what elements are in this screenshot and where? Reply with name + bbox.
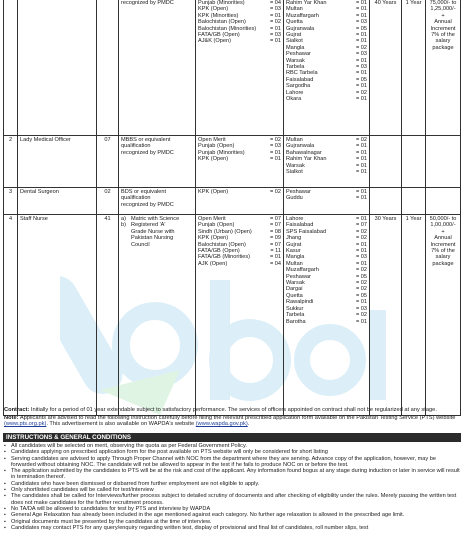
district-count: = 01 xyxy=(355,299,367,306)
pay-line: Increment xyxy=(430,241,456,248)
quota-name: Punjab (Open) xyxy=(198,222,235,229)
quota-count: = 07 xyxy=(269,216,281,222)
district-name: Gujrat xyxy=(286,32,302,39)
district-count: = 01 xyxy=(355,70,367,77)
qualification-line: qualification xyxy=(121,143,151,150)
district-count: = 03 xyxy=(355,305,367,312)
quota-entry xyxy=(198,261,281,267)
district-count: = 01 xyxy=(355,241,367,248)
wapda-website-link[interactable]: (www.wapda.gov.pk) xyxy=(195,421,248,428)
district-count: = 01 xyxy=(355,318,367,325)
district-name: SPS Faisalabad xyxy=(286,228,327,235)
district-count: = 02 xyxy=(355,235,367,242)
district-name: Sukkur xyxy=(286,305,304,312)
district-name: Warsak xyxy=(286,57,305,64)
district-name: Sargodha xyxy=(286,83,311,90)
quota-name: KPK (Open) xyxy=(198,235,229,242)
district-count: = 01 xyxy=(355,260,367,267)
district-name: Peshawar xyxy=(286,273,311,280)
qualification-marker: b) xyxy=(121,222,126,229)
pay-line: + xyxy=(441,12,445,19)
district-count: = 05 xyxy=(355,25,367,32)
instruction-item: ▪ Candidates may contact PTS for any query/enquiry regarding written test, display of provisional and final list of candidates, roll number slips, test xyxy=(3,525,461,531)
pay-line: 50,000/- to xyxy=(429,216,457,222)
instruction-item: ▪ Candidates applying on prescribed application form for the post available on PTS website will only be considered for short listing xyxy=(3,449,461,455)
district-count: = 07 xyxy=(355,222,367,229)
district-name: Peshawar xyxy=(286,51,311,58)
quota-count: = 01 xyxy=(269,25,281,32)
note-text-2: . This advertisement is also available on WAPDA's website xyxy=(46,421,195,428)
instruction-item: ▪ The candidates shall be called for Interviews/further process subject to detailed scrutiny of documents and after checking of eligibility under the rules. Merely passing the written test does not make candidates for the further recruitment process. xyxy=(3,493,461,506)
post-name: Staff Nurse xyxy=(18,215,97,416)
quota-name: AJ&K (Open) xyxy=(198,38,231,45)
quota-name: Open Merit xyxy=(198,216,226,222)
post-name xyxy=(18,0,97,136)
post-count xyxy=(97,0,119,136)
district-name: Mangla xyxy=(286,44,305,51)
quota-count: = 04 xyxy=(269,0,281,6)
district-count: = 01 xyxy=(355,195,367,202)
district-count: = 01 xyxy=(355,143,367,150)
quota-name: AJK (Open) xyxy=(198,260,228,267)
serial-number xyxy=(4,0,18,136)
pay-line: salary xyxy=(435,254,451,261)
instruction-item: ▪ Original documents must be presented by the candidates at the time of interview. xyxy=(3,519,461,525)
post-name: Lady Medical Officer xyxy=(18,136,97,188)
district-name: Gujranwala xyxy=(286,143,315,150)
district-name: Multan xyxy=(286,6,303,13)
note-text-1: Applicants are advised to read the following instruction carefully before filling the relevant prescribed application form available on the Pakistan Testing Service (PTS) website xyxy=(19,414,456,421)
district-name: Lahore xyxy=(286,89,304,96)
district-count: = 01 xyxy=(355,12,367,19)
pay-line: 7% of the xyxy=(431,32,455,39)
district-name: Muzaffargarh xyxy=(286,12,319,19)
age-limit xyxy=(370,136,402,188)
note-label: Note: xyxy=(4,414,19,421)
quota-count: = 09 xyxy=(269,235,281,242)
district-name: Dargai xyxy=(286,286,303,293)
quota-name: KPK (Open) xyxy=(198,156,229,163)
pay-package xyxy=(426,0,461,136)
instruction-item: ▪ Candidates who have been dismissed or disbarred from further employment are not eligible to apply. xyxy=(3,481,461,487)
quota-entry xyxy=(198,38,281,44)
district-count: = 05 xyxy=(355,76,367,83)
quota-cell xyxy=(196,188,284,215)
district-name: Multan xyxy=(286,137,303,143)
serial-number: 2 xyxy=(4,136,18,188)
district-count: = 02 xyxy=(355,89,367,96)
district-name: Lahore xyxy=(286,216,304,222)
quota-count: = 03 xyxy=(269,32,281,39)
experience xyxy=(402,136,426,188)
district-name: Rahim Yar Khan xyxy=(286,0,327,6)
district-count: = 03 xyxy=(355,19,367,26)
qualification-line: BDS or equivalent xyxy=(121,189,167,195)
experience xyxy=(402,188,426,215)
serial-number: 3 xyxy=(4,188,18,215)
quota-count: = 07 xyxy=(269,241,281,248)
pay-line: package xyxy=(432,260,454,267)
quota-cell xyxy=(196,136,284,188)
district-count: = 02 xyxy=(355,280,367,287)
district-count: = 05 xyxy=(355,273,367,280)
district-count: = 03 xyxy=(355,64,367,71)
qualification-line: recognized by PMDC xyxy=(121,0,174,6)
instruction-item: ▪ No TA/DA will be allowed to candidates for test by PTS and interview by WAPDA xyxy=(3,506,461,512)
experience: 1 Year xyxy=(402,215,426,416)
district-cell xyxy=(284,0,370,136)
district-name: RBC Tarbela xyxy=(286,70,318,77)
district-count: = 02 xyxy=(355,228,367,235)
qualification-block xyxy=(131,222,175,248)
district-count: = 01 xyxy=(355,0,367,6)
district-name: Quetta xyxy=(286,292,303,299)
district-entry xyxy=(286,195,367,201)
quota-name: Punjab (Open) xyxy=(198,143,235,150)
district-name: Gujranwala xyxy=(286,25,315,32)
quota-name: KPK (Open) xyxy=(198,6,229,13)
district-name: Muzaffargarh xyxy=(286,267,319,274)
quota-entry xyxy=(198,189,281,195)
quota-count: = 02 xyxy=(269,137,281,143)
instructions-list xyxy=(3,443,461,531)
qualification xyxy=(119,0,196,136)
qualification-item xyxy=(121,222,193,248)
qualification-line: recognized by PMDC xyxy=(121,201,174,208)
district-count: = 05 xyxy=(355,292,367,299)
qualification xyxy=(119,188,196,215)
pay-line: 1,25,000/- xyxy=(430,6,456,13)
district-name: Jhang xyxy=(286,235,302,242)
post-count: 02 xyxy=(97,188,119,215)
pay-package xyxy=(426,215,461,416)
table-row xyxy=(4,136,461,188)
quota-count: = 08 xyxy=(269,228,281,235)
quota-name: Punjab (Minorities) xyxy=(198,0,245,6)
quota-name: FATA/GB (Open) xyxy=(198,32,240,39)
jobs-table xyxy=(3,0,461,416)
qualification xyxy=(119,215,196,416)
district-count: = 02 xyxy=(355,267,367,274)
district-entry xyxy=(286,96,367,102)
quota-name: Balochistan (Minorities) xyxy=(198,25,257,32)
pay-line: 1,00,000/- xyxy=(430,222,456,229)
pts-website-link[interactable]: (www.pts.org.pk) xyxy=(4,421,47,428)
quota-name: Punjab (Minorities) xyxy=(198,149,245,156)
quota-name: Open Merit xyxy=(198,137,226,143)
contract-text: Initially for a period of 01 year extendable subject to satisfactory performance. The services of officers appointed on contract shall not be regularized at any stage. xyxy=(30,407,437,413)
instruction-item: ▪ Only shortlisted candidates will be called for test/interview xyxy=(3,487,461,493)
district-name: Sialkot xyxy=(286,38,303,45)
serial-number: 4 xyxy=(4,215,18,416)
quota-name: KPK (Minorities) xyxy=(198,12,239,19)
district-count: = 01 xyxy=(355,38,367,45)
district-cell xyxy=(284,136,370,188)
district-count: = 01 xyxy=(355,189,367,195)
qualification-marker: a) xyxy=(121,216,126,222)
qualification-line: Council xyxy=(131,241,150,248)
qualification-line: qualification xyxy=(121,195,151,202)
quota-count: = 01 xyxy=(269,156,281,163)
district-name: Rawalpindi xyxy=(286,299,314,306)
instruction-item: ▪ General Age Relaxation has already been included in the age mentioned against each category. No further age relaxation is allowed in the prescribed age limit. xyxy=(3,512,461,518)
district-name: Guddu xyxy=(286,195,303,202)
qualification-line: recognized by PMDC xyxy=(121,149,174,156)
district-name: Okara xyxy=(286,96,302,103)
quota-count: = 03 xyxy=(269,143,281,150)
instruction-item: ▪ Serving candidates are advised to apply Through Proper Channel with NOC from the department where they are serving. Advance copy of the application, however, may be forwarded without obtaining NOC. The candidate will not be allowed to appear in the test if he fails to produce NOC on or before the test. xyxy=(3,456,461,469)
pay-line: 75,000/- to xyxy=(429,0,457,6)
district-name: Rahim Yar Khan xyxy=(286,156,327,163)
quota-count: = 02 xyxy=(269,189,281,195)
district-count: = 02 xyxy=(355,137,367,143)
district-count: = 02 xyxy=(355,312,367,319)
instruction-item: ▪ The application submitted by the candidates to PTS will be at the risk and cost of the applicant. Any information found bogus at any stage during induction or later in service will result in termination thereof. xyxy=(3,468,461,481)
table-row xyxy=(4,0,461,136)
district-cell xyxy=(284,188,370,215)
district-count: = 03 xyxy=(355,254,367,261)
quota-name: KPK (Open) xyxy=(198,189,229,195)
district-name: Quetta xyxy=(286,19,303,26)
quota-count: = 03 xyxy=(269,6,281,13)
post-count: 41 xyxy=(97,215,119,416)
district-name: Multan xyxy=(286,260,303,267)
district-count: = 01 xyxy=(355,149,367,156)
district-count: = 02 xyxy=(355,44,367,51)
qualification xyxy=(119,136,196,188)
pay-line: package xyxy=(432,44,454,51)
district-count: = 01 xyxy=(355,169,367,176)
district-name: Faisalabad xyxy=(286,76,314,83)
district-name: Sialkot xyxy=(286,169,303,176)
post-count: 07 xyxy=(97,136,119,188)
instructions-heading: INSTRUCTIONS & GENERAL CONDITIONS xyxy=(3,433,461,442)
quota-count: = 07 xyxy=(269,222,281,229)
pay-line: Annual xyxy=(434,19,452,26)
district-cell xyxy=(284,215,370,416)
notes-section xyxy=(4,407,461,429)
post-name: Dental Surgeon xyxy=(18,188,97,215)
district-name: Peshawar xyxy=(286,189,311,195)
age-limit: 40 Years xyxy=(370,0,402,136)
quota-count: = 01 xyxy=(269,38,281,45)
age-limit: 30 Years xyxy=(370,215,402,416)
district-name: Tarbela xyxy=(286,312,305,319)
contract-note xyxy=(4,407,461,414)
district-count: = 01 xyxy=(355,156,367,163)
district-name: Tarbela xyxy=(286,64,305,71)
district-name: Faisalabad xyxy=(286,222,314,229)
table-row xyxy=(4,188,461,215)
quota-cell xyxy=(196,0,284,136)
age-limit xyxy=(370,188,402,215)
pay-line: 7% of the xyxy=(431,248,455,255)
pay-package xyxy=(426,188,461,215)
district-name: Warsak xyxy=(286,280,305,287)
district-name: Barotha xyxy=(286,318,306,325)
district-count: = 01 xyxy=(355,6,367,13)
district-count: = 01 xyxy=(355,162,367,169)
district-count: = 01 xyxy=(355,96,367,103)
district-count: = 01 xyxy=(355,57,367,64)
district-count: = 01 xyxy=(355,248,367,255)
quota-cell xyxy=(196,215,284,416)
experience: 1 Year xyxy=(402,0,426,136)
quota-count: = 11 xyxy=(270,248,281,255)
quota-name: FATA/GB (Open) xyxy=(198,248,240,255)
quota-name: Balochistan (Open) xyxy=(198,241,246,248)
pay-line: salary xyxy=(435,38,451,45)
qualification-line: MBBS or equivalent xyxy=(121,137,171,143)
pay-line: Increment xyxy=(430,25,456,32)
quota-name: Sindh (Urban) (Open) xyxy=(198,228,252,235)
contract-label: Contract: xyxy=(4,407,30,413)
district-name: Kasur xyxy=(286,248,301,255)
qualification-line: Registered 'A' xyxy=(131,222,166,229)
district-name: Mangla xyxy=(286,254,305,261)
district-name: Bahawalnagar xyxy=(286,149,322,156)
quota-name: Balochistan (Open) xyxy=(198,19,246,26)
district-count: = 01 xyxy=(355,32,367,39)
district-entry xyxy=(286,319,367,325)
quota-count: = 01 xyxy=(269,12,281,19)
quota-count: = 02 xyxy=(269,19,281,26)
pay-line: Annual xyxy=(434,235,452,242)
quota-name: FATA/GB (Minorities) xyxy=(198,254,251,261)
district-count: = 03 xyxy=(355,51,367,58)
quota-entry xyxy=(198,156,281,162)
quota-count: = 01 xyxy=(269,254,281,261)
district-count: = 01 xyxy=(355,83,367,90)
quota-count: = 01 xyxy=(269,149,281,156)
qualification-line: Matric with Science xyxy=(131,216,180,222)
pay-package xyxy=(426,136,461,188)
instruction-item: ▪ All candidates will be selected on merit, observing the quota as per Federal Government Policy. xyxy=(3,443,461,449)
qualification-line: Grade Nurse with xyxy=(131,228,175,235)
pts-note xyxy=(4,415,461,428)
note-text-3: . xyxy=(247,421,250,428)
pay-line: + xyxy=(441,228,445,235)
district-count: = 02 xyxy=(355,286,367,293)
district-entry xyxy=(286,169,367,175)
district-name: Warsak xyxy=(286,162,305,169)
quota-count: = 04 xyxy=(269,260,281,267)
district-name: Gujrat xyxy=(286,241,302,248)
qualification-line: Pakistan Nursing xyxy=(131,235,174,242)
district-count: = 01 xyxy=(355,216,367,222)
table-row xyxy=(4,215,461,416)
